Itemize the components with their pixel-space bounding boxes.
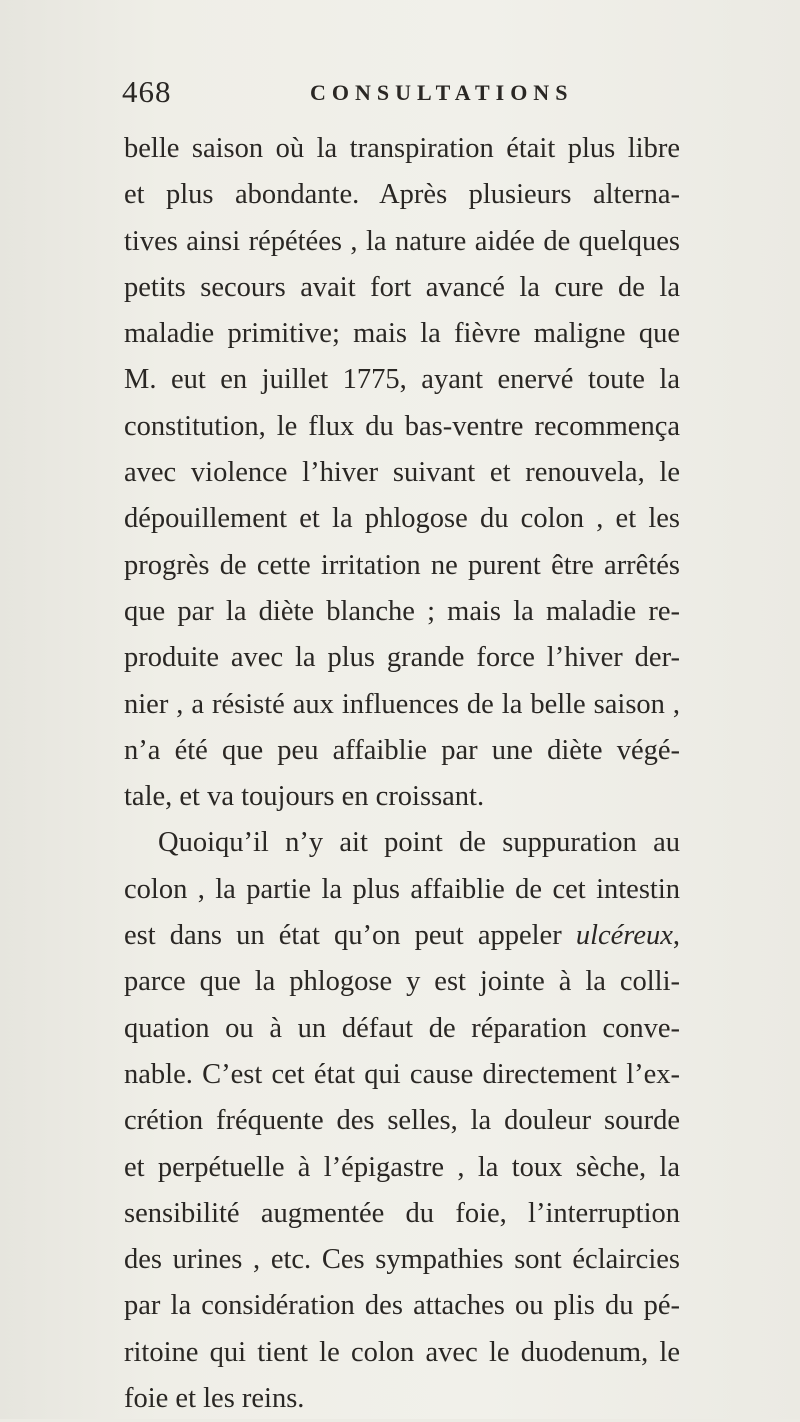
text-line: M. eut en juillet 1775, ayant enervé toute la [124,364,680,396]
text-line: quation ou à un défaut de réparation conve- [124,1012,680,1044]
body-text [124,126,680,1422]
text-line: tale, et va toujours en croissant. [124,781,485,813]
text-line: ritoine qui tient le colon avec le duodenum, le [124,1336,680,1368]
text-line: Quoiqu’il n’y ait point de suppuration au [158,827,680,859]
text-line: que par la diète blanche ; mais la maladie re- [124,595,680,627]
text-line: n’a été que peu affaiblie par une diète végé- [124,734,680,766]
text-line: colon , la partie la plus affaiblie de cet intestin [124,873,680,905]
text-line: des urines , etc. Ces sympathies sont éclaircies [124,1244,680,1276]
text-line: nier , a résisté aux influences de la belle saison , [124,688,680,720]
text-line: tives ainsi répétées , la nature aidée de quelques [124,225,680,257]
text-line [124,913,680,959]
text-line: petits secours avait fort avancé la cure de la [124,271,680,303]
text-line: sensibilité augmentée du foie, l’interruption [124,1197,680,1229]
text-fragment: est dans un état qu’on peut appeler [124,920,576,952]
text-line: progrès de cette irritation ne purent être arrêtés [124,549,680,581]
text-line: et plus abondante. Après plusieurs alterna- [124,179,680,211]
text-line: par la considération des attaches ou plis du pé- [124,1290,680,1322]
text-line: nable. C’est cet état qui cause directement l’ex- [124,1058,680,1090]
text-line: dépouillement et la phlogose du colon , et les [124,503,680,535]
text-line: crétion fréquente des selles, la douleur sourde [124,1105,680,1137]
text-fragment: , [672,920,680,952]
running-title: CONSULTATIONS [310,80,574,105]
text-line: avec violence l’hiver suivant et renouvela, le [124,457,680,489]
text-line: maladie primitive; mais la fièvre maligne que [124,318,680,350]
text-line: parce que la phlogose y est jointe à la colli- [124,966,680,998]
text-line: belle saison où la transpiration était plus libre [124,133,680,164]
italic-word: ulcéreux [575,920,673,952]
page-header [122,74,682,114]
text-line: foie et les reins. [124,1383,305,1415]
text-line: produite avec la plus grande force l’hiver der- [124,642,680,674]
text-line: et perpétuelle à l’épigastre , la toux sèche, la [124,1151,680,1183]
page-number: 468 [122,74,172,109]
text-line: constitution, le flux du bas-ventre recommença [124,410,680,442]
